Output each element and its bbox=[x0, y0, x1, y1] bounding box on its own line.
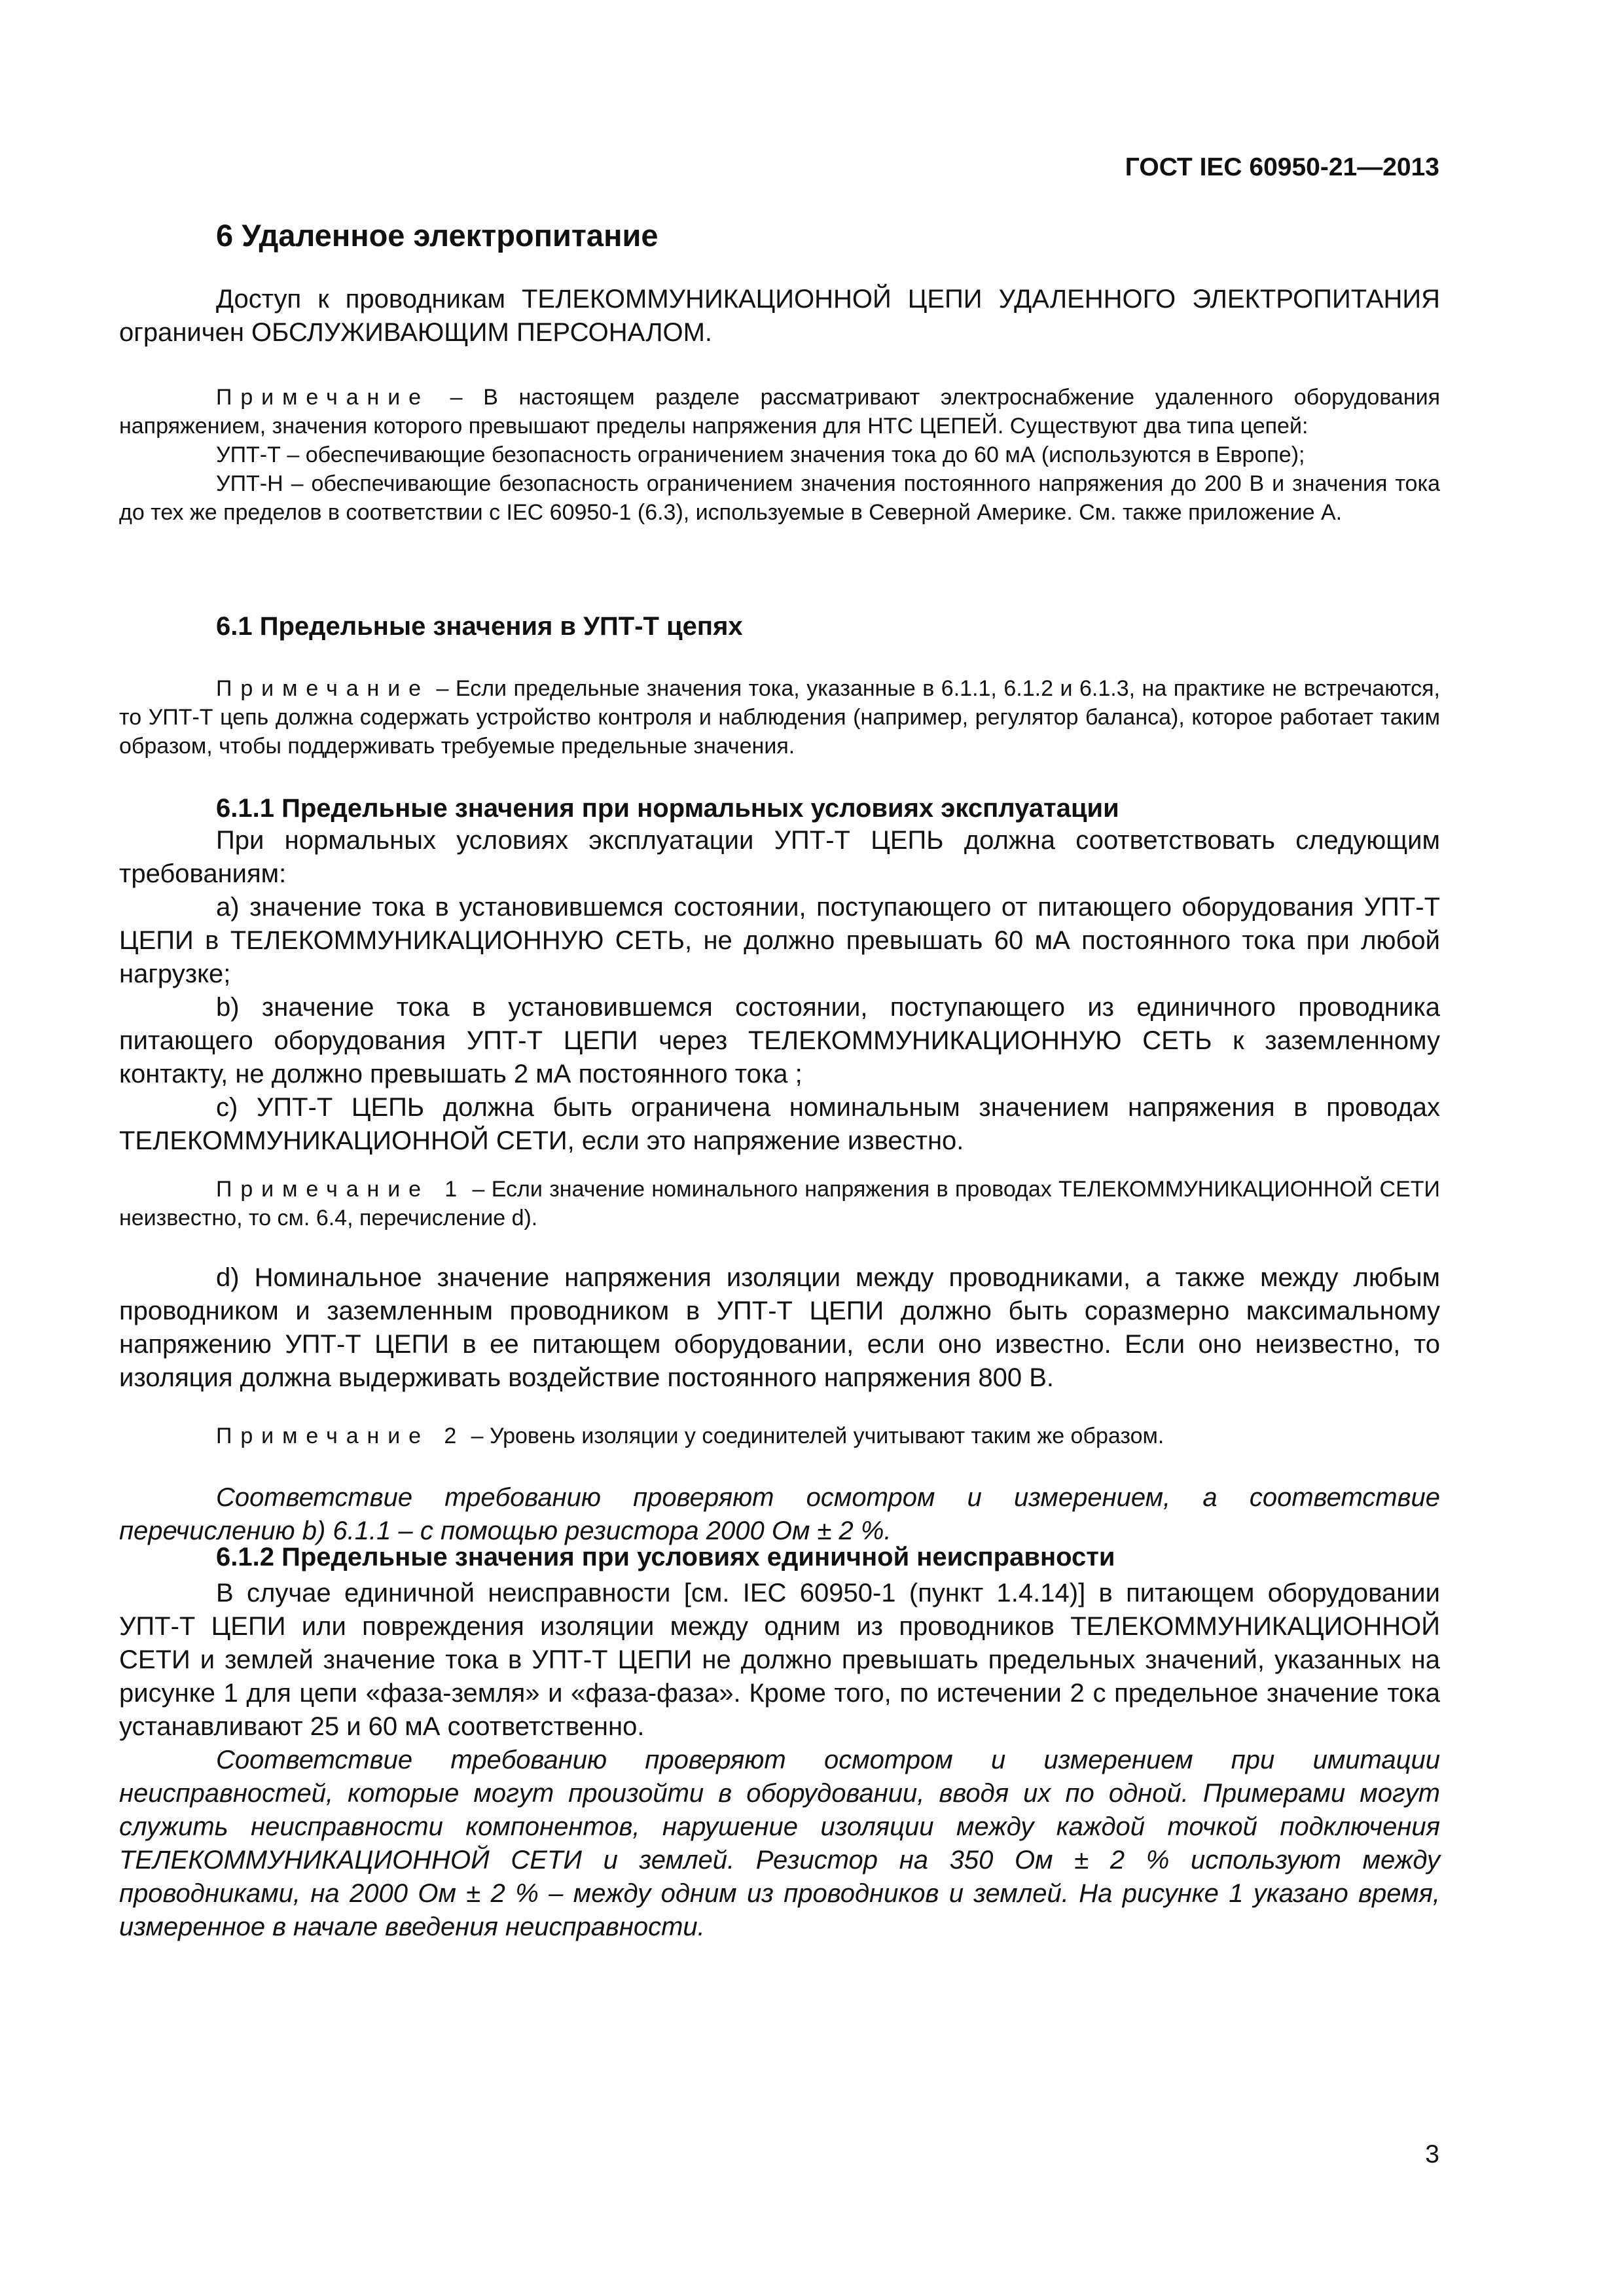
note-label: Примечание bbox=[216, 676, 429, 701]
section-6-1-note-paragraph bbox=[119, 674, 1440, 761]
note-text: – Если значение номинального напряжения в проводах ТЕЛЕКОММУНИКАЦИОННОЙ СЕТИ неизвестно, то см. 6.4, перечисление d). bbox=[119, 1177, 1440, 1230]
section-6-note bbox=[119, 383, 1440, 527]
section-6-1-1-intro: При нормальных условиях эксплуатации УПТ-Т ЦЕПЬ должна соответствовать следующим требованиям: bbox=[119, 826, 1440, 888]
section-6-1-note bbox=[119, 674, 1440, 761]
section-6-1-1-compliance-block bbox=[119, 1481, 1440, 1548]
section-6-1-1-item-d-block bbox=[119, 1261, 1440, 1395]
note-label: Примечание 2 bbox=[216, 1424, 465, 1448]
section-6-title: 6 Удаленное электропитание bbox=[216, 218, 659, 253]
note-2-paragraph bbox=[119, 1422, 1440, 1450]
section-6-1-2-text: В случае единичной неисправности [см. IEC 60950-1 (пункт 1.4.14)] в питающем оборудовании УПТ-Т ЦЕПИ или повреждения изоляции между одним из проводников ТЕЛЕКОММУНИКАЦИОННОЙ СЕТИ и землей значение тока в УПТ-Т ЦЕПИ не должно превышать предельных значений, указанных на рисунке 1 для цепи «фаза-земля» и «фаза-фаза». Кроме того, по истечении 2 с предельное значение тока устанавливают 25 и 60 мА соответственно. bbox=[119, 1579, 1440, 1741]
section-6-1-2-title: 6.1.2 Предельные значения при условиях единичной неисправности bbox=[216, 1543, 1115, 1571]
section-6-1-1-note-1 bbox=[119, 1175, 1440, 1232]
section-6-1-1-title: 6.1.1 Предельные значения при нормальных условиях эксплуатации bbox=[216, 794, 1119, 823]
note-label: Примечание bbox=[216, 385, 429, 410]
section-6-1-2-body bbox=[119, 1577, 1440, 1944]
section-6-1-1-body bbox=[119, 824, 1440, 1158]
item-c: c) УПТ-Т ЦЕПЬ должна быть ограничена номинальным значением напряжения в проводах ТЕЛЕКОММУНИКАЦИОННОЙ СЕТИ, если это напряжение известно. bbox=[119, 1093, 1440, 1155]
note-label: Примечание 1 bbox=[216, 1177, 466, 1202]
section-6-1-title: 6.1 Предельные значения в УПТ-Т цепях bbox=[216, 612, 743, 641]
section-6-1-1-note-2 bbox=[119, 1422, 1440, 1450]
section-6-intro: Доступ к проводникам ТЕЛЕКОММУНИКАЦИОННОЙ ЦЕПИ УДАЛЕННОГО ЭЛЕКТРОПИТАНИЯ ограничен ОБСЛУЖИВАЮЩИМ ПЕРСОНАЛОМ. bbox=[119, 285, 1440, 347]
note-text: – В настоящем разделе рассматривают электроснабжение удаленного оборудования напряжением, значения которого превышают пределы напряжения для НТС ЦЕПЕЙ. Существуют два типа цепей: bbox=[119, 385, 1440, 439]
note-text: – Уровень изоляции у соединителей учитывают таким же образом. bbox=[465, 1424, 1164, 1448]
compliance-6-1-1: Соответствие требованию проверяют осмотром и измерением, а соответствие перечислению b) 6.1.1 – с помощью резистора 2000 Ом ± 2 %. bbox=[119, 1483, 1440, 1545]
page-number: 3 bbox=[1425, 2140, 1439, 2168]
note-upt-n: УПТ-Н – обеспечивающие безопасность ограничением значения постоянного напряжения до 200 В и значения тока до тех же пределов в соответствии с IEC 60950-1 (6.3), используемые в Северной Америке. См. также приложение А. bbox=[119, 471, 1440, 525]
note-1-paragraph bbox=[119, 1175, 1440, 1232]
item-d: d) Номинальное значение напряжения изоляции между проводниками, а также между любым проводником и заземленным проводником в УПТ-Т ЦЕПИ должно быть соразмерно максимальному напряжению УПТ-Т ЦЕПИ в ее питающем оборудовании, если оно известно. Если оно неизвестно, то изоляция должна выдерживать воздействие постоянного напряжения 800 В. bbox=[119, 1263, 1440, 1392]
note-upt-t: УПТ-Т – обеспечивающие безопасность ограничением значения тока до 60 мА (используются в Европе); bbox=[216, 442, 1305, 467]
item-a: a) значение тока в установившемся состоянии, поступающего от питающего оборудования УПТ-Т ЦЕПИ в ТЕЛЕКОММУНИКАЦИОННУЮ СЕТЬ, не должно превышать 60 мА постоянного тока при любой нагрузке; bbox=[119, 893, 1440, 988]
compliance-6-1-2: Соответствие требованию проверяют осмотром и измерением при имитации неисправностей, которые могут произойти в оборудовании, вводя их по одной. Примерами могут служить неисправности компонентов, нарушение изоляции между каждой точкой подключения ТЕЛЕКОММУНИКАЦИОННОЙ СЕТИ и землей. Резистор на 350 Ом ± 2 % используют между проводниками, на 2000 Ом ± 2 % – между одним из проводников и землей. На рисунке 1 указано время, измеренное в начале введения неисправности. bbox=[119, 1746, 1440, 1941]
standard-header: ГОСТ IEC 60950-21—2013 bbox=[1125, 153, 1439, 181]
section-6-note-paragraph bbox=[119, 383, 1440, 440]
item-b: b) значение тока в установившемся состоянии, поступающего из единичного проводника питающего оборудования УПТ-Т ЦЕПИ через ТЕЛЕКОММУНИКАЦИОННУЮ СЕТЬ к заземленному контакту, не должно превышать 2 мА постоянного тока ; bbox=[119, 993, 1440, 1088]
note-text: – Если предельные значения тока, указанные в 6.1.1, 6.1.2 и 6.1.3, на практике не встречаются, то УПТ-Т цепь должна содержать устройство контроля и наблюдения (например, регулятор баланса), которое работает таким образом, чтобы поддерживать требуемые предельные значения. bbox=[119, 676, 1440, 759]
section-6-intro-block bbox=[119, 283, 1440, 350]
